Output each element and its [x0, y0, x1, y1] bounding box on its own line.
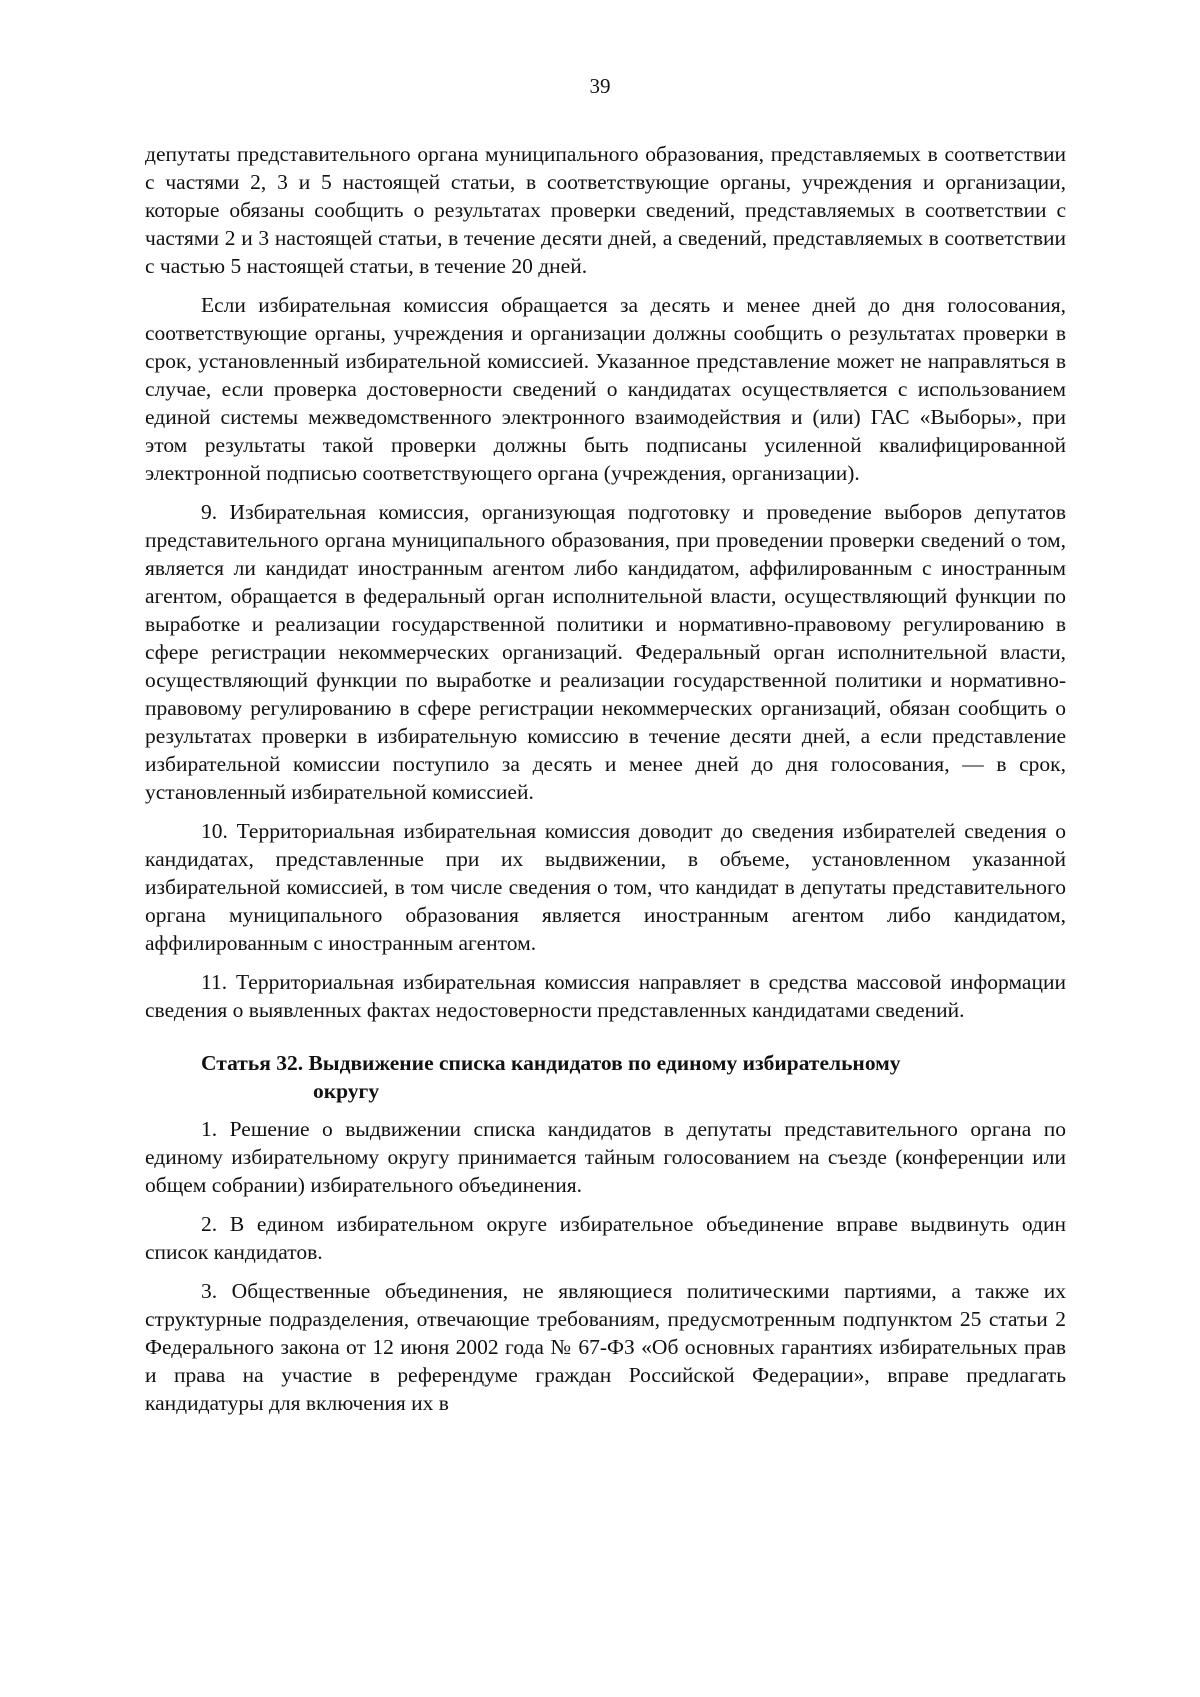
page-number: 39 — [589, 74, 611, 98]
paragraph: депутаты представительного органа муниципального образования, представляемых в соответствии с частями 2, 3 и 5 настоящей статьи, в соответствующие органы, учреждения и организации, которые обязаны сообщить о результатах проверки сведений, представляемых в соответствии с частями 2 и 3 настоящей статьи, в течение десяти дней, а сведений, представляемых в соответствии с частью 5 настоящей статьи, в течение 20 дней. — [145, 142, 1066, 278]
article-heading — [145, 1049, 1066, 1105]
paragraph: Если избирательная комиссия обращается за десять и менее дней до дня голосования, соответствующие органы, учреждения и организации должны сообщить о результатах проверки в срок, установленный избирательной комиссией. Указанное представление может не направляться в случае, если проверка достоверности сведений о кандидатах осуществляется с использованием единой системы межведомственного электронного взаимодействия и (или) ГАС «Выборы», при этом результаты такой проверки должны быть подписаны усиленной квалифицированной электронной подписью соответствующего органа (учреждения, организации). — [145, 293, 1066, 485]
article-heading-line2: округу — [313, 1079, 380, 1103]
article-paragraph: 2. В едином избирательном округе избирательное объединение вправе выдвинуть один список кандидатов. — [145, 1212, 1066, 1264]
article-heading-line1: Статья 32. Выдвижение списка кандидатов по единому избирательному — [201, 1051, 901, 1075]
paragraph: 10. Территориальная избирательная комиссия доводит до сведения избирателей сведения о кандидатах, представленные при их выдвижении, в объеме, установленном указанной избирательной комиссией, в том числе сведения о том, что кандидат в депутаты представительного органа муниципального образования является иностранным агентом либо кандидатом, аффилированным с иностранным агентом. — [145, 819, 1066, 955]
article-paragraph: 3. Общественные объединения, не являющиеся политическими партиями, а также их структурные подразделения, отвечающие требованиям, предусмотренным подпунктом 25 статьи 2 Федерального закона от 12 июня 2002 года № 67-ФЗ «Об основных гарантиях избирательных прав и права на участие в референдуме граждан Российской Федерации», вправе предлагать кандидатуры для включения их в — [145, 1279, 1066, 1415]
paragraph: 9. Избирательная комиссия, организующая подготовку и проведение выборов депутатов представительного органа муниципального образования, при проведении проверки сведений о том, является ли кандидат иностранным агентом либо кандидатом, аффилированным с иностранным агентом, обращается в федеральный орган исполнительной власти, осуществляющий функции по выработке и реализации государственной политики и нормативно-правовому регулированию в сфере регистрации некоммерческих организаций. Федеральный орган исполнительной власти, осуществляющий функции по выработке и реализации государственной политики и нормативно-правовому регулированию в сфере регистрации некоммерческих организаций, обязан сообщить о результатах проверки в избирательную комиссию в течение десяти дней, а если представление избирательной комиссии поступило за десять и менее дней до дня голосования, — в срок, установленный избирательной комиссией. — [145, 500, 1066, 804]
paragraph: 11. Территориальная избирательная комиссия направляет в средства массовой информации сведения о выявленных фактах недостоверности представленных кандидатами сведений. — [145, 970, 1066, 1022]
document-body — [145, 140, 1066, 1417]
article-paragraph: 1. Решение о выдвижении списка кандидатов в депутаты представительного органа по единому избирательному округу принимается тайным голосованием на съезде (конференции или общем собрании) избирательного объединения. — [145, 1117, 1066, 1197]
